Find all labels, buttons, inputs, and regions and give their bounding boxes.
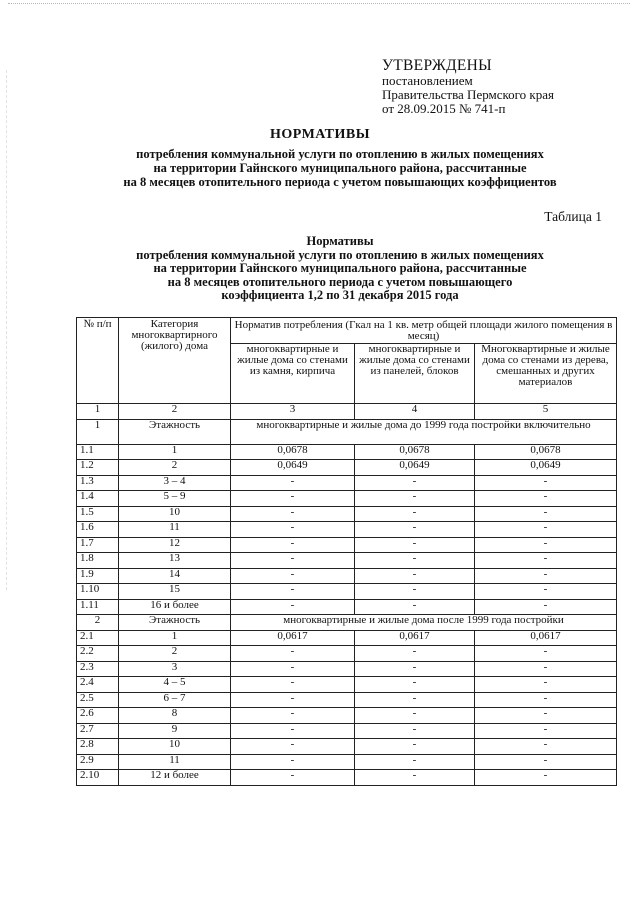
row-panel-value: - [355, 568, 475, 584]
row-num-cell: 2.3 [77, 661, 119, 677]
row-wood-value: - [475, 553, 617, 569]
row-category-cell: 10 [119, 739, 231, 755]
row-panel-value: - [355, 646, 475, 662]
approval-line: постановлением [382, 73, 473, 88]
table-title [60, 235, 620, 303]
row-num-cell: 2.8 [77, 739, 119, 755]
header-stone: многоквартирные и жилые дома со стенами из камня, кирпича [231, 343, 355, 403]
row-category-cell: 1 [119, 444, 231, 460]
row-panel-value: - [355, 770, 475, 786]
table-row [77, 599, 617, 615]
row-panel-value: - [355, 754, 475, 770]
row-panel-value: - [355, 522, 475, 538]
index-cell: 5 [475, 404, 617, 420]
row-stone-value: - [231, 646, 355, 662]
row-category-cell: 2 [119, 646, 231, 662]
row-num-cell: 1.5 [77, 506, 119, 522]
row-stone-value: - [231, 522, 355, 538]
table-row [77, 770, 617, 786]
row-wood-value: - [475, 677, 617, 693]
row-num-cell: 1.7 [77, 537, 119, 553]
header-num: № п/п [77, 318, 119, 404]
row-num-cell: 1.11 [77, 599, 119, 615]
row-num-cell: 2.6 [77, 708, 119, 724]
row-num-cell: 1.6 [77, 522, 119, 538]
row-wood-value: - [475, 754, 617, 770]
table-row [77, 522, 617, 538]
row-panel-value: - [355, 537, 475, 553]
table-row [77, 475, 617, 491]
row-category-cell: 11 [119, 522, 231, 538]
table-title-line: Нормативы [306, 234, 374, 248]
table-row [77, 692, 617, 708]
row-panel-value: - [355, 599, 475, 615]
row-stone-value: 0,0678 [231, 444, 355, 460]
row-category-cell: 15 [119, 584, 231, 600]
row-wood-value: - [475, 770, 617, 786]
row-wood-value: - [475, 491, 617, 507]
row-panel-value: - [355, 584, 475, 600]
table-row [77, 708, 617, 724]
norms-table [76, 317, 617, 786]
row-stone-value: - [231, 677, 355, 693]
header-row-top [77, 318, 617, 344]
row-wood-value: - [475, 692, 617, 708]
document-subtitle [70, 147, 610, 189]
row-stone-value: - [231, 506, 355, 522]
row-category-cell: 9 [119, 723, 231, 739]
table-row [77, 537, 617, 553]
row-stone-value: - [231, 723, 355, 739]
table-row [77, 723, 617, 739]
row-category-cell: 5 – 9 [119, 491, 231, 507]
section-title: многоквартирные и жилые дома до 1999 года постройки включительно [231, 419, 617, 444]
section-num: 1 [77, 419, 119, 444]
row-category-cell: 12 и более [119, 770, 231, 786]
row-panel-value: - [355, 739, 475, 755]
table-title-line: на 8 месяцев отопительного периода с учетом повышающего [167, 274, 513, 289]
row-stone-value: - [231, 491, 355, 507]
row-num-cell: 2.9 [77, 754, 119, 770]
row-stone-value: - [231, 568, 355, 584]
table-row [77, 739, 617, 755]
row-category-cell: 2 [119, 460, 231, 476]
row-stone-value: - [231, 599, 355, 615]
table-title-line: потребления коммунальной услуги по отоплению в жилых помещениях [136, 247, 544, 262]
row-category-cell: 6 – 7 [119, 692, 231, 708]
row-category-cell: 13 [119, 553, 231, 569]
row-num-cell: 2.4 [77, 677, 119, 693]
document-title: НОРМАТИВЫ [270, 127, 370, 142]
index-cell: 4 [355, 404, 475, 420]
row-num-cell: 2.1 [77, 630, 119, 646]
row-num-cell: 1.2 [77, 460, 119, 476]
row-wood-value: 0,0649 [475, 460, 617, 476]
row-num-cell: 2.2 [77, 646, 119, 662]
index-cell: 3 [231, 404, 355, 420]
row-stone-value: - [231, 553, 355, 569]
approval-date-line: от 28.09.2015 № 741-п [382, 101, 506, 116]
row-num-cell: 1.4 [77, 491, 119, 507]
row-num-cell: 2.7 [77, 723, 119, 739]
row-panel-value: - [355, 506, 475, 522]
row-category-cell: 14 [119, 568, 231, 584]
table-row [77, 661, 617, 677]
row-wood-value: - [475, 661, 617, 677]
row-category-cell: 10 [119, 506, 231, 522]
subtitle-line: на территории Гайнского муниципального района, рассчитанные [153, 161, 527, 175]
row-num-cell: 1.3 [77, 475, 119, 491]
row-category-cell: 12 [119, 537, 231, 553]
row-num-cell: 1.10 [77, 584, 119, 600]
table-title-line: на территории Гайнского муниципального района, рассчитанные [153, 261, 527, 275]
table-row [77, 444, 617, 460]
section-title: многоквартирные и жилые дома после 1999 года постройки [231, 615, 617, 631]
index-cell: 1 [77, 404, 119, 420]
row-num-cell: 1.9 [77, 568, 119, 584]
approval-line: Правительства Пермского края [382, 87, 554, 102]
row-panel-value: - [355, 661, 475, 677]
row-wood-value: - [475, 475, 617, 491]
row-panel-value: - [355, 553, 475, 569]
row-num-cell: 2.10 [77, 770, 119, 786]
row-num-cell: 2.5 [77, 692, 119, 708]
row-category-cell: 11 [119, 754, 231, 770]
row-wood-value: - [475, 568, 617, 584]
row-wood-value: - [475, 506, 617, 522]
section-label: Этажность [119, 615, 231, 631]
row-stone-value: - [231, 770, 355, 786]
row-stone-value: - [231, 661, 355, 677]
row-stone-value: 0,0649 [231, 460, 355, 476]
header-norm-group: Норматив потребления (Гкал на 1 кв. метр общей площади жилого помещения в месяц) [231, 318, 617, 344]
table-row [77, 754, 617, 770]
index-cell: 2 [119, 404, 231, 420]
row-panel-value: - [355, 723, 475, 739]
table-title-line: коэффициента 1,2 по 31 декабря 2015 года [221, 288, 459, 302]
subtitle-line: потребления коммунальной услуги по отоплению в жилых помещениях [136, 147, 544, 161]
row-stone-value: - [231, 537, 355, 553]
section-num: 2 [77, 615, 119, 631]
row-panel-value: - [355, 677, 475, 693]
section-row [77, 615, 617, 631]
row-panel-value: 0,0678 [355, 444, 475, 460]
scan-edge-line [8, 3, 630, 6]
row-wood-value: - [475, 739, 617, 755]
row-wood-value: - [475, 599, 617, 615]
table-row [77, 646, 617, 662]
row-stone-value: 0,0617 [231, 630, 355, 646]
row-wood-value: 0,0678 [475, 444, 617, 460]
row-wood-value: - [475, 537, 617, 553]
row-category-cell: 4 – 5 [119, 677, 231, 693]
header-category: Категория многоквартирного (жилого) дома [119, 318, 231, 404]
row-category-cell: 3 – 4 [119, 475, 231, 491]
row-wood-value: - [475, 584, 617, 600]
approval-heading: УТВЕРЖДЕНЫ [382, 57, 492, 74]
row-stone-value: - [231, 475, 355, 491]
row-panel-value: - [355, 708, 475, 724]
row-num-cell: 1.1 [77, 444, 119, 460]
row-panel-value: 0,0617 [355, 630, 475, 646]
row-wood-value: - [475, 723, 617, 739]
row-wood-value: - [475, 522, 617, 538]
table-row [77, 568, 617, 584]
row-stone-value: - [231, 708, 355, 724]
table-row [77, 506, 617, 522]
section-row [77, 419, 617, 444]
table-number-label: Таблица 1 [544, 209, 602, 224]
approval-stamp [382, 58, 554, 116]
table-row [77, 553, 617, 569]
row-panel-value: - [355, 475, 475, 491]
row-category-cell: 16 и более [119, 599, 231, 615]
row-panel-value: - [355, 692, 475, 708]
row-stone-value: - [231, 739, 355, 755]
row-panel-value: 0,0649 [355, 460, 475, 476]
header-wood: Многоквартирные и жилые дома со стенами из дерева, смешанных и других материалов [475, 343, 617, 403]
table-row [77, 460, 617, 476]
row-wood-value: - [475, 646, 617, 662]
section-label: Этажность [119, 419, 231, 444]
table-row [77, 584, 617, 600]
subtitle-line: на 8 месяцев отопительного периода с учетом повышающих коэффициентов [123, 175, 557, 189]
table-row [77, 677, 617, 693]
header-panel: многоквартирные и жилые дома со стенами из панелей, блоков [355, 343, 475, 403]
row-category-cell: 8 [119, 708, 231, 724]
row-wood-value: - [475, 708, 617, 724]
table-row [77, 491, 617, 507]
row-stone-value: - [231, 692, 355, 708]
row-wood-value: 0,0617 [475, 630, 617, 646]
table-row [77, 630, 617, 646]
scan-margin-marks [6, 70, 10, 590]
row-stone-value: - [231, 584, 355, 600]
index-row [77, 404, 617, 420]
row-num-cell: 1.8 [77, 553, 119, 569]
row-category-cell: 1 [119, 630, 231, 646]
row-category-cell: 3 [119, 661, 231, 677]
row-stone-value: - [231, 754, 355, 770]
row-panel-value: - [355, 491, 475, 507]
